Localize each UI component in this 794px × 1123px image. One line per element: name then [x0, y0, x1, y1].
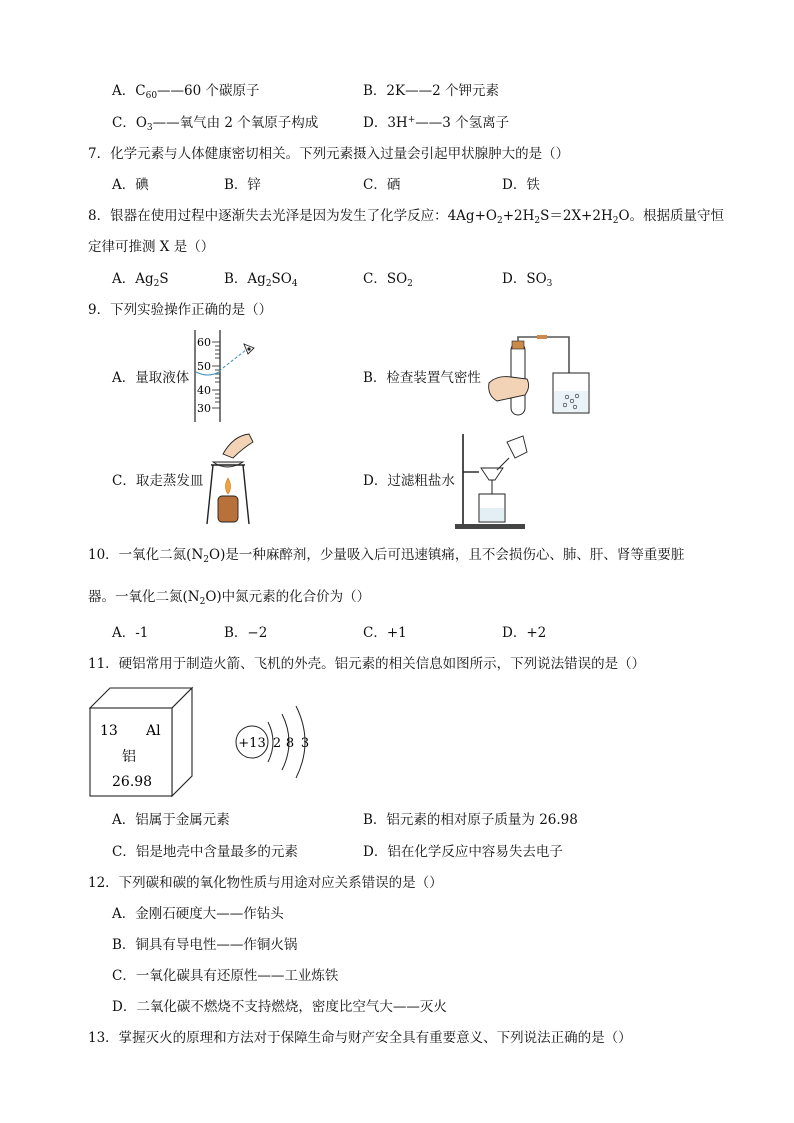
q9-option-a-label: A．量取液体 [112, 370, 190, 386]
q10-option-d: D．+2 [502, 625, 547, 641]
hand-icon [223, 434, 253, 458]
atomic-structure-figure [232, 692, 324, 792]
cylinder-tick-30: 30 [197, 402, 211, 415]
q9-option-d-label: D．过滤粗盐水 [363, 473, 455, 489]
evaporating-dish-figure [203, 432, 255, 526]
tripod-left-leg [207, 465, 213, 524]
element-name: 铝 [122, 749, 136, 765]
q8-option-d: D．$SO_3$ [502, 271, 553, 289]
q6-option-d: D．3H+——3 个氢离子 [363, 115, 510, 131]
q12-stem: 12．下列碳和碳的氧化物性质与用途对应关系错误的是（） [88, 875, 443, 891]
cylinder-scale [212, 342, 220, 408]
graduated-cylinder-figure [188, 328, 258, 424]
filtrate [480, 508, 504, 521]
atomic-number: 13 [100, 723, 118, 739]
q11-stem: 11．硬铝常用于制造火箭、飞机的外壳。铝元素的相关信息如图所示，下列说法错误的是（） [88, 656, 646, 672]
funnel [481, 468, 503, 480]
q8-option-a: A．$Ag_2S$ [112, 271, 169, 289]
q8-option-c: C．$SO_2$ [363, 271, 413, 289]
q7-option-a: A．碘 [112, 177, 149, 193]
q10-option-b: B．−2 [224, 625, 268, 641]
q9-option-c-label: C．取走蒸发皿 [112, 473, 204, 489]
q8-stem-line1: 8．银器在使用过程中逐渐失去光泽是因为发生了化学反应：$4Ag+O_2+2H_2S=2X+2H_2O$。根据质量守恒 [88, 208, 725, 226]
q10-option-a: A．-1 [112, 625, 149, 641]
q8-option-b: B．$Ag_2SO_4$ [224, 271, 298, 289]
cylinder-tick-40: 40 [197, 384, 211, 397]
airtightness-figure [487, 335, 599, 417]
q7-option-d: D．铁 [502, 177, 540, 193]
q11-option-c: C．铝是地壳中含量最多的元素 [112, 844, 298, 860]
beaker-water [554, 391, 588, 412]
shell-2-electrons: 8 [285, 736, 295, 751]
q7-stem: 7．化学元素与人体健康密切相关。下列元素摄入过量会引起甲状腺肿大的是（） [88, 146, 570, 162]
q9-stem: 9．下列实验操作正确的是（） [88, 302, 273, 318]
q12-option-c: C．一氧化碳具有还原性——工业炼铁 [112, 968, 339, 984]
q11-option-b: B．铝元素的相对原子质量为 26.98 [363, 812, 578, 828]
filtration-figure [453, 432, 531, 530]
q13-stem: 13．掌握灭火的原理和方法对于保障生命与财产安全具有重要意义、下列说法正确的是（） [88, 1030, 632, 1046]
q10-stem-line1: 10．一氧化二氮$(N_2O)$是一种麻醉剂，少量吸入后可迅速镇痛，且不会损伤心、肺、肝、肾等重要脏 [88, 547, 685, 565]
q10-stem-line2: 器。一氧化二氮$(N_2O)$中氮元素的化合价为（） [88, 589, 371, 607]
q7-option-b: B．锌 [224, 177, 261, 193]
q8-stem-line2: 定律可推测 X 是（） [88, 239, 215, 255]
nucleus-charge: +13 [238, 736, 266, 751]
shell-3-electrons: 3 [300, 736, 310, 751]
sight-line [219, 350, 246, 371]
alcohol-lamp [218, 496, 238, 522]
periodic-cell-figure [86, 686, 196, 800]
q9-option-b-label: B．检查装置气密性 [363, 370, 481, 386]
iron-stand-base [455, 524, 525, 529]
q6-option-c: C．$O_3——$氧气由 2 个氧原子构成 [112, 115, 319, 133]
cylinder-tick-60: 60 [197, 336, 211, 349]
tripod-right-leg [243, 465, 249, 524]
q6-option-b: B．2K——2 个钾元素 [363, 83, 499, 99]
tube-connector [537, 335, 547, 339]
pouring-beaker [507, 436, 527, 458]
rubber-stopper [512, 341, 524, 349]
q6-option-a: A．$C_{60}——60$ 个碳原子 [112, 83, 260, 101]
q11-option-a: A．铝属于金属元素 [112, 812, 230, 828]
element-symbol: Al [146, 723, 161, 739]
q10-option-c: C．+1 [363, 625, 407, 641]
shell-1-electrons: 2 [272, 736, 282, 751]
q12-option-b: B．铜具有导电性——作铜火锅 [112, 937, 298, 953]
q7-option-c: C．硒 [363, 177, 401, 193]
q11-option-d: D．铝在化学反应中容易失去电子 [363, 844, 563, 860]
cylinder-tick-50: 50 [197, 360, 211, 373]
flame-icon [226, 478, 231, 494]
q12-option-a: A．金刚石硬度大——作钻头 [112, 906, 284, 922]
atomic-mass: 26.98 [112, 774, 153, 790]
q12-option-d: D．二氧化碳不燃烧不支持燃烧，密度比空气大——灭火 [112, 999, 447, 1015]
